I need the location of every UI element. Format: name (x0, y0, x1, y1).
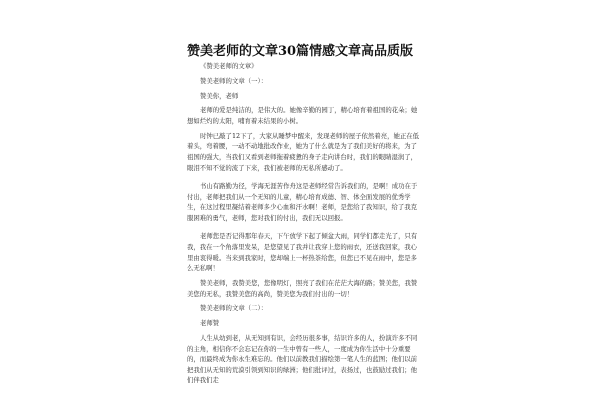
section-heading-two: 赞美老师的文章（二）： (200, 304, 268, 313)
paragraph: 赞美老师，我赞美您，您像明灯，照亮了我们在茫茫大海的路；赞美您，我赞美您的无私，我赞美您的高尚，赞美您为我们付出的一切！ (187, 279, 418, 298)
document-title: 赞美老师的文章30篇情感文章高品质版 (186, 44, 414, 59)
article-title-one: 赞美你，老师 (200, 91, 239, 100)
paragraph: 老师的爱是纯洁的，是伟大的。她像辛勤的园丁，精心培育着祖国的花朵；她想如烂灼的太阳，哺育着未结果的小树。 (187, 106, 418, 125)
article-title-two: 老师赞 (200, 319, 220, 328)
paragraph: 书山有路勤为径，学海无涯苦作舟这是老师经常告诉我们的，是啊！成功在于付出，老师把我们从一个无知的儿童，精心培育成德、智、体全面发展的优秀学生，在这过程里凝结着老师多少心血和汗水啊！老师，是您给了我知识，给了我克服困难的勇气，老师，您对我们的付出，我们无以回报。 (187, 182, 418, 222)
document-body (187, 61, 421, 390)
paragraph: 人生从幼到老，从无知到有识，会经历很多事，结识许多的人，扮演许多不同的主角，相信你不会忘记在你的一生中曾有一些人，一度成为你生活中十分重要的，而最终成为你永生难忘的。他们以前教我们描绘第一笔人生的蓝图；他们以前把我们从无知的荒漠引领到知识的绿洲；他们批评过，表扬过，也鼓励过我们；他们伴我们走 (187, 333, 418, 385)
paragraph: 老师您是否记得那年春天，下午放学下起了倾盆大雨，同学们都走光了，只有我，我在一个角落里发呆，是您望见了我并让我穿上您的雨衣，还送我回家，我心里由衷得暖。当来到我家时，您却端上一杯热茶给您，但您已不见在雨中，您是多么无私啊！ (187, 232, 418, 273)
section-heading-one: 赞美老师的文章（一）： (200, 76, 268, 85)
paragraph: 时钟已敲了12下了，大家从睡梦中醒来，发现老师的屋子依然着亮，她正在低着头，弯着腰，一动不动地批改作业，她为了什么就是为了我们美好的将来，为了祖国的强大，当我们又看到老师拖着疲惫的身子走向讲台时，我们的眼睛湿润了，眼泪不知不觉的流了下来，我们被老师的无私所感动了。 (187, 131, 420, 172)
article-source-title: 《赞美老师的文章》 (200, 62, 258, 70)
